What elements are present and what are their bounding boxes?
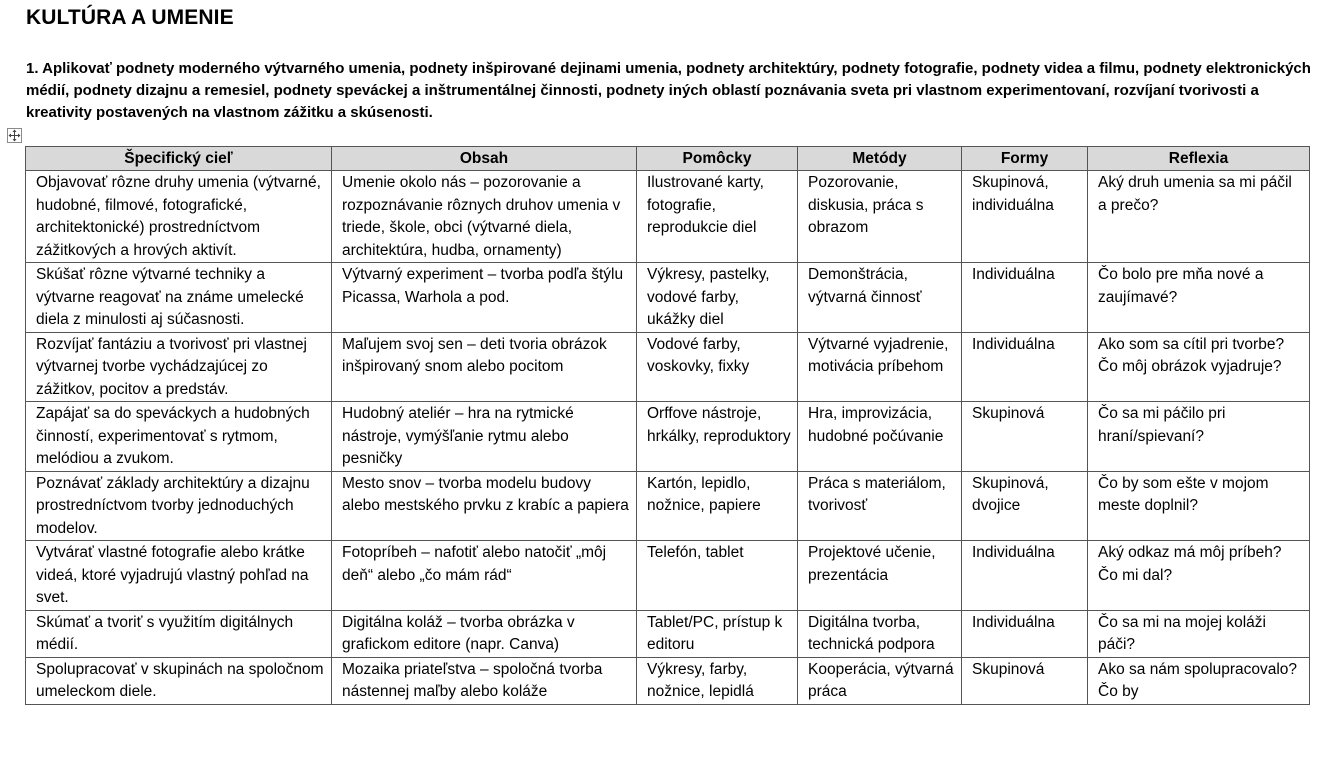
cell-methods: Kooperácia, výtvarná práca — [798, 657, 962, 704]
cell-forms: Skupinová, individuálna — [962, 171, 1088, 263]
cell-forms: Skupinová — [962, 402, 1088, 472]
cell-specific-goal: Spolupracovať v skupinách na spoločnom umeleckom diele. — [26, 657, 332, 704]
cell-methods: Hra, improvizácia, hudobné počúvanie — [798, 402, 962, 472]
cell-forms: Individuálna — [962, 541, 1088, 611]
table-row — [26, 402, 1310, 472]
cell-content: Umenie okolo nás – pozorovanie a rozpoznávanie rôznych druhov umenia v triede, škole, obci (výtvarné diela, architektúra, hudba, ornamenty) — [332, 171, 637, 263]
cell-content: Mesto snov – tvorba modelu budovy alebo mestského prvku z krabíc a papiera — [332, 471, 637, 541]
cell-aids: Orffove nástroje, hrkálky, reproduktory — [637, 402, 798, 472]
cell-forms: Skupinová — [962, 657, 1088, 704]
cell-specific-goal: Poznávať základy architektúry a dizajnu prostredníctvom tvorby jednoduchých modelov. — [26, 471, 332, 541]
cell-methods: Projektové učenie, prezentácia — [798, 541, 962, 611]
cell-specific-goal: Skúšať rôzne výtvarné techniky a výtvarne reagovať na známe umelecké diela z minulosti aj súčasnosti. — [26, 263, 332, 333]
cell-methods: Demonštrácia, výtvarná činnosť — [798, 263, 962, 333]
cell-reflection: Aký odkaz má môj príbeh? Čo mi dal? — [1088, 541, 1310, 611]
cell-reflection: Ako sa nám spolupracovalo? Čo by — [1088, 657, 1310, 704]
cell-specific-goal: Zapájať sa do speváckych a hudobných činností, experimentovať s rytmom, melódiou a zvukom. — [26, 402, 332, 472]
cell-reflection: Čo bolo pre mňa nové a zaujímavé? — [1088, 263, 1310, 333]
cell-reflection: Aký druh umenia sa mi páčil a prečo? — [1088, 171, 1310, 263]
page-title: KULTÚRA A UMENIE — [26, 6, 234, 29]
intro-paragraph: 1. Aplikovať podnety moderného výtvarného umenia, podnety inšpirované dejinami umenia, podnety architektúry, podnety fotografie, podnety videa a filmu, podnety elektronických médií, podnety dizajnu a remesiel, podnety speváckej a inštrumentálnej činnosti, podnety iných oblastí poznávania sveta pri vlastnom experimentovaní, rozvíjaní tvorivosti a kreativity postavených na vlastnom zážitku a skúsenosti. — [26, 60, 1311, 121]
cell-aids: Výkresy, pastelky, vodové farby, ukážky diel — [637, 263, 798, 333]
cell-aids: Výkresy, farby, nožnice, lepidlá — [637, 657, 798, 704]
table-row — [26, 263, 1310, 333]
cell-aids: Telefón, tablet — [637, 541, 798, 611]
cell-specific-goal: Objavovať rôzne druhy umenia (výtvarné, hudobné, filmové, fotografické, architektonické) prostredníctvom zážitkových a hrových aktivít. — [26, 171, 332, 263]
cell-specific-goal: Vytvárať vlastné fotografie alebo krátke videá, ktoré vyjadrujú vlastný pohľad na svet. — [26, 541, 332, 611]
cell-specific-goal: Skúmať a tvoriť s využitím digitálnych médií. — [26, 610, 332, 657]
cell-aids: Tablet/PC, prístup k editoru — [637, 610, 798, 657]
cell-reflection: Čo sa mi na mojej koláži páči? — [1088, 610, 1310, 657]
cell-methods: Výtvarné vyjadrenie, motivácia príbehom — [798, 332, 962, 402]
cell-specific-goal: Rozvíjať fantáziu a tvorivosť pri vlastnej výtvarnej tvorbe vychádzajúcej zo zážitkov, pocitov a predstáv. — [26, 332, 332, 402]
table-header-row — [26, 147, 1310, 171]
column-header-specific-goal: Špecifický cieľ — [26, 147, 332, 171]
cell-content: Digitálna koláž – tvorba obrázka v grafickom editore (napr. Canva) — [332, 610, 637, 657]
cell-forms: Skupinová, dvojice — [962, 471, 1088, 541]
cell-content: Výtvarný experiment – tvorba podľa štýlu Picassa, Warhola a pod. — [332, 263, 637, 333]
table-row — [26, 610, 1310, 657]
cell-aids: Kartón, lepidlo, nožnice, papiere — [637, 471, 798, 541]
cell-forms: Individuálna — [962, 332, 1088, 402]
table-row — [26, 541, 1310, 611]
cell-methods: Práca s materiálom, tvorivosť — [798, 471, 962, 541]
table-row — [26, 657, 1310, 704]
column-header-aids: Pomôcky — [637, 147, 798, 171]
cell-aids: Vodové farby, voskovky, fixky — [637, 332, 798, 402]
table-row — [26, 171, 1310, 263]
table-row — [26, 471, 1310, 541]
column-header-reflection: Reflexia — [1088, 147, 1310, 171]
cell-methods: Digitálna tvorba, technická podpora — [798, 610, 962, 657]
curriculum-table — [25, 146, 1310, 705]
cell-methods: Pozorovanie, diskusia, práca s obrazom — [798, 171, 962, 263]
table-body — [26, 171, 1310, 705]
column-header-methods: Metódy — [798, 147, 962, 171]
move-arrows-icon — [8, 129, 21, 142]
cell-forms: Individuálna — [962, 610, 1088, 657]
cell-content: Fotopríbeh – nafotiť alebo natočiť „môj deň“ alebo „čo mám rád“ — [332, 541, 637, 611]
table-move-handle[interactable] — [7, 128, 22, 143]
cell-reflection: Čo sa mi páčilo pri hraní/spievaní? — [1088, 402, 1310, 472]
table-row — [26, 332, 1310, 402]
cell-content: Mozaika priateľstva – spoločná tvorba nástennej maľby alebo koláže — [332, 657, 637, 704]
cell-forms: Individuálna — [962, 263, 1088, 333]
column-header-forms: Formy — [962, 147, 1088, 171]
cell-aids: Ilustrované karty, fotografie, reprodukcie diel — [637, 171, 798, 263]
cell-reflection: Čo by som ešte v mojom meste doplnil? — [1088, 471, 1310, 541]
column-header-content: Obsah — [332, 147, 637, 171]
cell-content: Hudobný ateliér – hra na rytmické nástroje, vymýšľanie rytmu alebo pesničky — [332, 402, 637, 472]
cell-content: Maľujem svoj sen – deti tvoria obrázok inšpirovaný snom alebo pocitom — [332, 332, 637, 402]
cell-reflection: Ako som sa cítil pri tvorbe? Čo môj obrázok vyjadruje? — [1088, 332, 1310, 402]
